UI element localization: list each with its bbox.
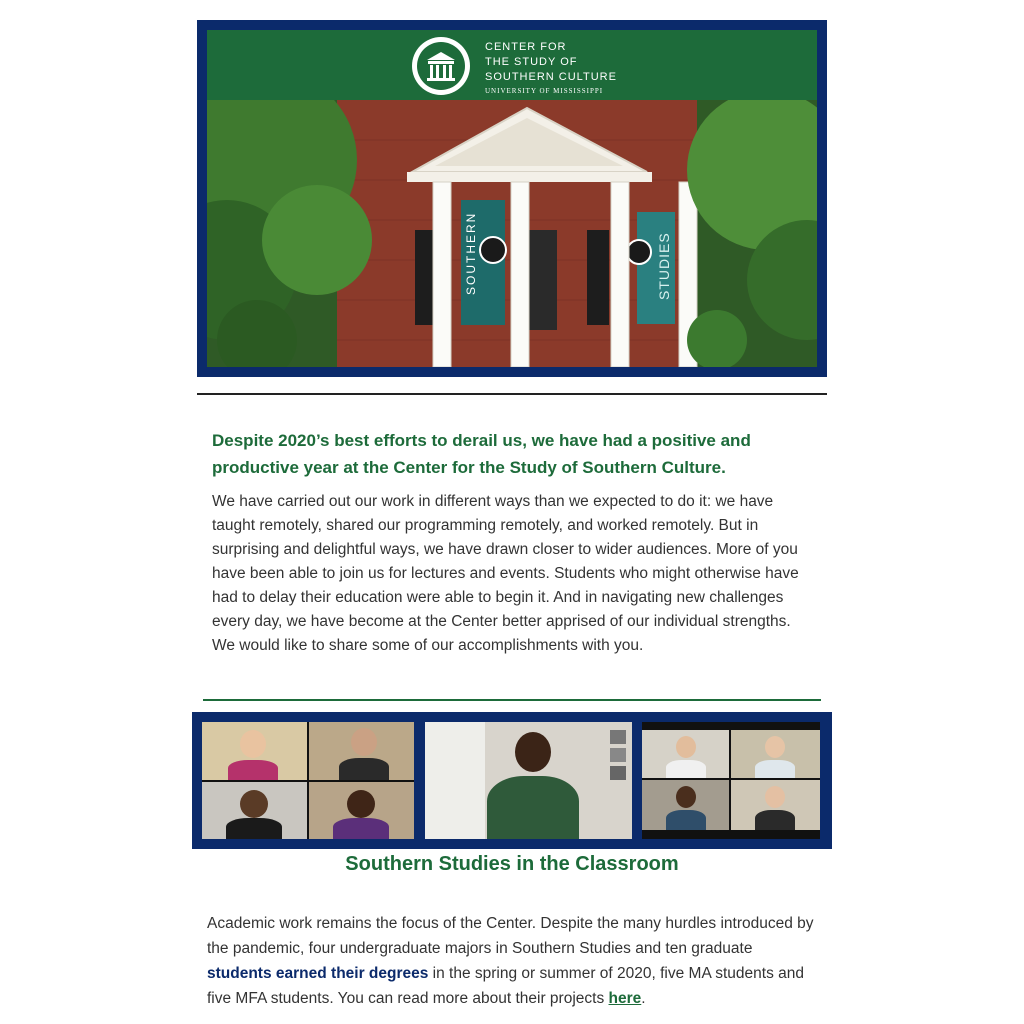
logo-line-1: CENTER FOR xyxy=(485,41,567,53)
classroom-paragraph xyxy=(207,911,817,1011)
zoom-grid-photo-2 xyxy=(642,722,820,839)
banner-southern: SOUTHERN xyxy=(464,211,478,295)
divider-green xyxy=(203,699,821,701)
section-title-classroom: Southern Studies in the Classroom xyxy=(345,853,679,875)
classroom-text-1: Academic work remains the focus of the Center. Despite the many hurdles introduced by the pandemic, four undergraduate majors in Southern Studies and ten graduate xyxy=(207,915,814,957)
columns-seal-icon xyxy=(412,37,470,95)
logo-line-3: SOUTHERN CULTURE xyxy=(485,71,617,83)
banner-studies: STUDIES xyxy=(656,232,672,300)
intro-lead: Despite 2020’s best efforts to derail us, we have had a positive and productive year at the Center for the Study of Southern Culture. xyxy=(212,431,751,477)
zoom-grid-photo-1 xyxy=(202,722,414,839)
university-name: UNIVERSITY OF MISSISSIPPI xyxy=(485,87,604,95)
intro-body: We have carried out our work in different ways than we expected to do it: we have taught remotely, shared our programming remotely, and worked remotely. But in surprising and delightful ways, we have drawn closer to wider audiences. More of you have been able to join us for lectures and events. Students who might otherwise have had to delay their education were able to begin it. And in navigating new challenges every day, we have become at the Center better apprised of our individual strengths. We would like to share some of our accomplishments with you. xyxy=(212,493,799,654)
barnard-observatory-photo xyxy=(207,100,817,367)
projects-here-link[interactable]: here xyxy=(608,990,642,1007)
divider-top xyxy=(197,393,827,395)
logo-line-2: THE STUDY OF xyxy=(485,56,578,68)
degrees-link[interactable]: students earned their degrees xyxy=(207,965,429,982)
logo-band xyxy=(207,30,817,100)
classroom-text-3: . xyxy=(641,990,646,1007)
zoom-photo-strip xyxy=(192,712,832,849)
header-inner xyxy=(207,30,817,367)
classroom-text-2: in the spring or summer of 2020, five MA students and five MFA students. You can read more about their projects xyxy=(207,965,805,1007)
center-name xyxy=(485,40,617,85)
zoom-speaker-photo xyxy=(425,722,632,839)
header-banner xyxy=(197,20,827,377)
